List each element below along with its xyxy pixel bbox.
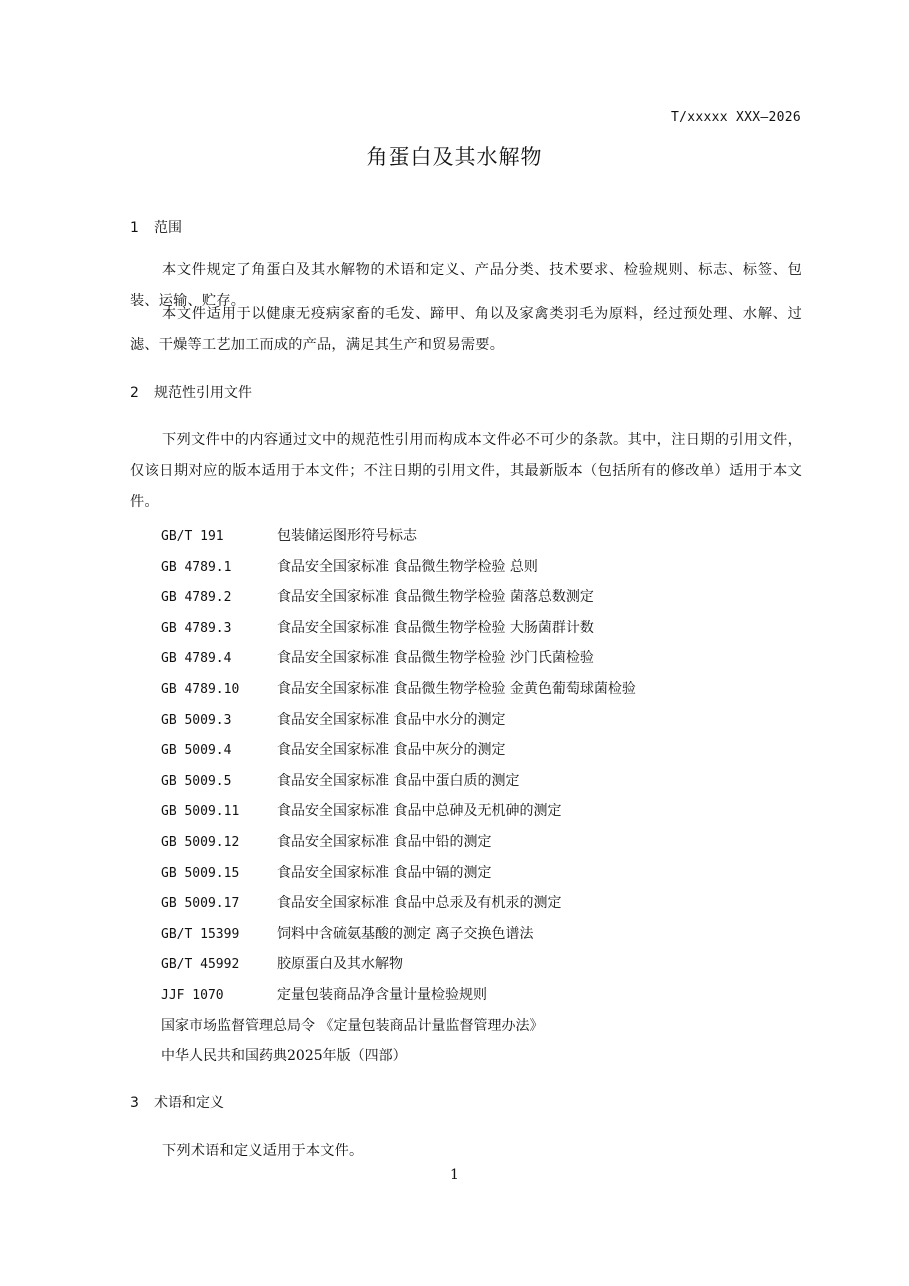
reference-item [161, 521, 636, 552]
section-heading-normative-references [130, 383, 252, 403]
page-number: 1 [450, 1167, 459, 1183]
section-number: 3 [130, 1095, 139, 1111]
reference-item [161, 796, 636, 827]
reference-title: 食品安全国家标准 食品中蛋白质的测定 [277, 772, 520, 789]
reference-item [161, 613, 636, 644]
scope-paragraph-1: 本文件规定了角蛋白及其水解物的术语和定义、产品分类、技术要求、检验规则、标志、标签、包装、运输、贮存。 [130, 262, 802, 309]
reference-code: GB 4789.1 [161, 559, 232, 575]
reference-code: GB 5009.5 [161, 773, 232, 789]
document-title: 角蛋白及其水解物 [366, 145, 543, 169]
section-heading-scope [130, 218, 182, 238]
section-title: 范围 [154, 220, 182, 236]
reference-code: GB 5009.4 [161, 743, 232, 759]
section-number: 2 [130, 385, 139, 401]
reference-item [161, 766, 636, 797]
reference-code: GB/T 15399 [161, 926, 240, 942]
reference-code: GB 5009.17 [161, 896, 240, 912]
reference-title: 食品安全国家标准 食品中总砷及无机砷的测定 [277, 803, 562, 820]
scope-paragraph-2: 本文件适用于以健康无疫病家畜的毛发、蹄甲、角以及家禽类羽毛为原料，经过预处理、水解、过滤、干燥等工艺加工而成的产品，满足其生产和贸易需要。 [130, 306, 802, 353]
reference-title: 食品安全国家标准 食品中灰分的测定 [277, 742, 506, 759]
reference-title: 食品安全国家标准 食品中水分的测定 [277, 711, 506, 728]
reference-title: 食品安全国家标准 食品微生物学检验 大肠菌群计数 [277, 619, 594, 636]
reference-code: GB/T 191 [161, 529, 224, 544]
document-code: T/xxxxx XXX—2026 [670, 110, 801, 125]
reference-code: GB 5009.3 [161, 712, 232, 728]
reference-code: GB 4789.10 [161, 681, 240, 697]
reference-title: 胶原蛋白及其水解物 [277, 956, 403, 973]
reference-item-other [161, 1041, 636, 1072]
reference-item [161, 674, 636, 705]
reference-item [161, 858, 636, 889]
reference-title: 食品安全国家标准 食品中镉的测定 [277, 864, 492, 881]
reference-item [161, 552, 636, 583]
reference-code: GB 5009.15 [161, 865, 240, 881]
section-number: 1 [130, 220, 139, 236]
reference-full-text: 国家市场监督管理总局令 《定量包装商品计量监督管理办法》 [161, 1017, 544, 1034]
reference-title: 食品安全国家标准 食品中总汞及有机汞的测定 [277, 895, 562, 912]
reference-title: 定量包装商品净含量计量检验规则 [277, 986, 487, 1003]
reference-title: 食品安全国家标准 食品微生物学检验 沙门氏菌检验 [277, 650, 594, 667]
reference-item [161, 735, 636, 766]
references-intro-paragraph: 下列文件中的内容通过文中的规范性引用而构成本文件必不可少的条款。其中，注日期的引用文件，仅该日期对应的版本适用于本文件；不注日期的引用文件，其最新版本（包括所有的修改单）适用于本文件。 [130, 432, 802, 510]
reference-item [161, 643, 636, 674]
reference-item [161, 582, 636, 613]
reference-title: 食品安全国家标准 食品微生物学检验 菌落总数测定 [277, 589, 594, 606]
reference-code: GB 5009.12 [161, 834, 240, 850]
reference-item [161, 827, 636, 858]
reference-item [161, 705, 636, 736]
section-title: 规范性引用文件 [154, 385, 252, 401]
reference-list [161, 521, 636, 1072]
reference-title: 食品安全国家标准 食品微生物学检验 总则 [277, 558, 538, 575]
section-heading-terms-definitions [130, 1093, 224, 1113]
reference-code: GB 4789.2 [161, 590, 232, 606]
reference-code: GB 4789.4 [161, 651, 232, 667]
section-title: 术语和定义 [154, 1095, 224, 1111]
reference-code: JJF 1070 [161, 987, 224, 1003]
reference-code: GB 5009.11 [161, 804, 240, 820]
reference-item [161, 949, 636, 980]
reference-code: GB 4789.3 [161, 620, 232, 636]
reference-item [161, 980, 636, 1011]
reference-code: GB/T 45992 [161, 957, 240, 973]
reference-title: 包装储运图形符号标志 [277, 528, 417, 544]
terms-intro-paragraph: 下列术语和定义适用于本文件。 [162, 1143, 364, 1159]
reference-item [161, 919, 636, 950]
reference-title: 食品安全国家标准 食品微生物学检验 金黄色葡萄球菌检验 [277, 680, 636, 697]
reference-title: 食品安全国家标准 食品中铅的测定 [277, 833, 492, 850]
reference-item-other [161, 1011, 636, 1042]
reference-full-text: 中华人民共和国药典2025年版（四部） [161, 1048, 407, 1065]
reference-item [161, 888, 636, 919]
reference-title: 饲料中含硫氨基酸的测定 离子交换色谱法 [277, 925, 534, 942]
